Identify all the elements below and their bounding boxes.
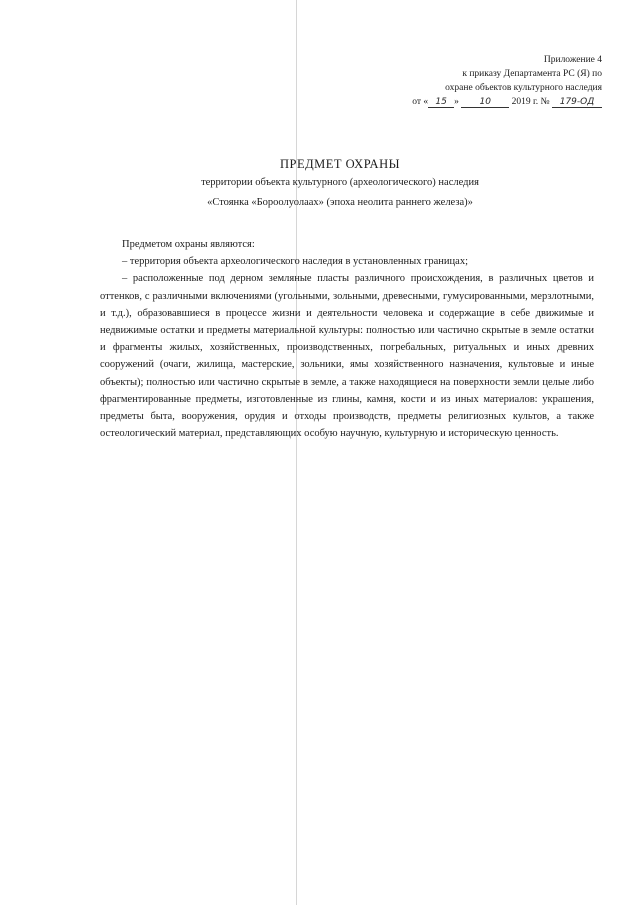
appendix-number: Приложение 4	[543, 55, 602, 65]
document-title: ПРЕДМЕТ ОХРАНЫ	[279, 157, 401, 171]
date-month: 10	[461, 97, 509, 108]
page-fold-line	[296, 0, 297, 905]
appendix-header	[362, 53, 602, 109]
body-paragraph-intro: Предметом охраны являются:	[122, 239, 255, 250]
document-subtitle-line1: территории объекта культурного (археологического) наследия	[201, 177, 479, 188]
order-reference: к приказу Департамента РС (Я) по	[462, 69, 602, 79]
department-name: охране объектов культурного наследия	[445, 83, 602, 93]
body-paragraph-layers: – расположенные под дерном земляные пласты различного происхождения, в различных цветов и оттенков, с различными включениями (угольными, зольными, древесными, гумусированными, мерзлотными, и т.д.), образовавшиеся в процессе жизни и деятельности человека и содержащие в себе движимые и недвижимые остатки и предметы материальной культуры: полностью или частично скрытые в земле остатки и фрагменты жилых, хозяйственных, производственных, погребальных, ритуальных и иных древних сооружений (очаги, жилища, мастерские, зольники, ямы хозяйственного назначения, культовые и иные объекты); полностью или частично скрытые в земле, а также находящиеся на поверхности земли целые либо фрагментированные предметы, изготовленные из глины, камня, кости и из иных материалов: украшения, предметы быта, вооружения, орудия и отходы производств, предметы религиозных культов, а также остеологический материал, представляющих особую научную, культурную и историческую ценность.	[100, 273, 594, 440]
date-day: 15	[428, 97, 454, 108]
date-year: 2019 г. №	[511, 97, 550, 107]
document-subtitle-line2: «Стоянка «Бороолуолаах» (эпоха неолита раннего железа)»	[207, 197, 473, 208]
body-paragraph-territory: – территория объекта археологического наследия в установленных границах;	[122, 256, 468, 268]
date-prefix: от «	[412, 97, 429, 107]
document-body	[100, 236, 594, 442]
order-number: 179-ОД	[552, 97, 602, 108]
date-mid: »	[454, 97, 459, 107]
order-date-line	[362, 95, 602, 109]
title-block	[100, 155, 580, 213]
